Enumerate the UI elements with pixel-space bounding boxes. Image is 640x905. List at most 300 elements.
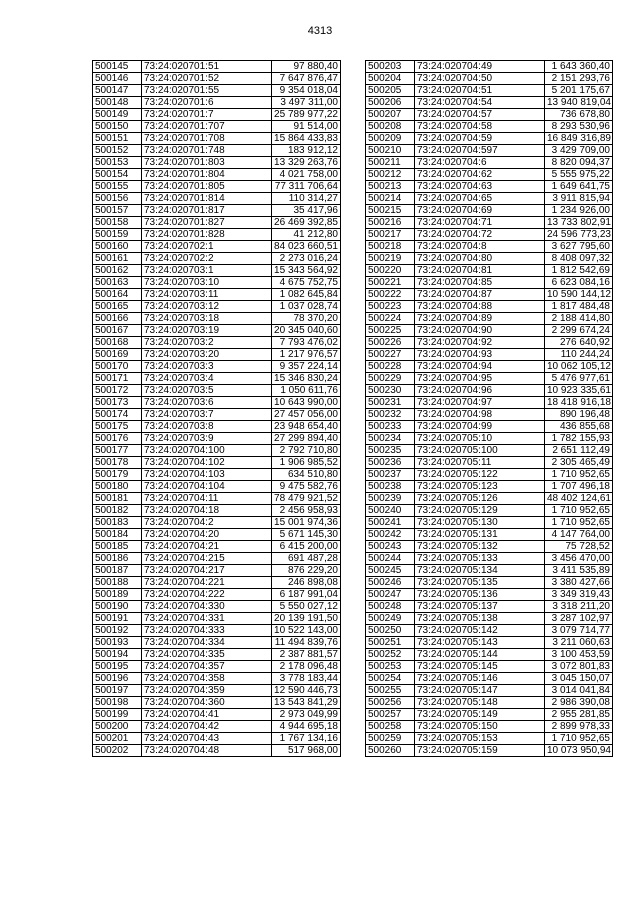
table-row xyxy=(93,193,341,205)
value-cell: 10 062 105,12 xyxy=(545,361,613,373)
row-id-cell: 500258 xyxy=(366,721,415,733)
cadastral-number-cell: 73:24:020704:41 xyxy=(142,709,272,721)
row-id-cell: 500210 xyxy=(366,145,415,157)
cadastral-number-cell: 73:24:020703:6 xyxy=(142,397,272,409)
row-id-cell: 500245 xyxy=(366,565,415,577)
table-row xyxy=(366,157,613,169)
row-id-cell: 500215 xyxy=(366,205,415,217)
row-id-cell: 500219 xyxy=(366,253,415,265)
table-row xyxy=(93,649,341,661)
row-id-cell: 500184 xyxy=(93,529,142,541)
row-id-cell: 500239 xyxy=(366,493,415,505)
table-row xyxy=(93,265,341,277)
row-id-cell: 500217 xyxy=(366,229,415,241)
table-row xyxy=(366,529,613,541)
table-row xyxy=(93,109,341,121)
row-id-cell: 500153 xyxy=(93,157,142,169)
cadastral-number-cell: 73:24:020705:130 xyxy=(415,517,545,529)
table-row xyxy=(93,601,341,613)
row-id-cell: 500211 xyxy=(366,157,415,169)
value-cell: 78 370,20 xyxy=(272,313,341,325)
table-row xyxy=(366,577,613,589)
value-cell: 3 911 815,94 xyxy=(545,193,613,205)
cadastral-number-cell: 73:24:020705:142 xyxy=(415,625,545,637)
table-row xyxy=(93,337,341,349)
row-id-cell: 500190 xyxy=(93,601,142,613)
cadastral-number-cell: 73:24:020705:144 xyxy=(415,649,545,661)
table-row xyxy=(93,229,341,241)
row-id-cell: 500158 xyxy=(93,217,142,229)
value-cell: 2 986 390,08 xyxy=(545,697,613,709)
row-id-cell: 500148 xyxy=(93,97,142,109)
table-row xyxy=(93,241,341,253)
value-cell: 24 596 773,23 xyxy=(545,229,613,241)
table-row xyxy=(366,493,613,505)
table-row xyxy=(93,505,341,517)
row-id-cell: 500201 xyxy=(93,733,142,745)
value-cell: 23 948 654,40 xyxy=(272,421,341,433)
cadastral-number-cell: 73:24:020704:11 xyxy=(142,493,272,505)
cadastral-number-cell: 73:24:020704:97 xyxy=(415,397,545,409)
value-cell: 7 793 476,02 xyxy=(272,337,341,349)
cadastral-number-cell: 73:24:020704:21 xyxy=(142,541,272,553)
value-cell: 3 072 801,83 xyxy=(545,661,613,673)
value-cell: 10 590 144,12 xyxy=(545,289,613,301)
table-row xyxy=(93,553,341,565)
row-id-cell: 500206 xyxy=(366,97,415,109)
value-cell: 41 212,80 xyxy=(272,229,341,241)
cadastral-number-cell: 73:24:020704:95 xyxy=(415,373,545,385)
row-id-cell: 500223 xyxy=(366,301,415,313)
row-id-cell: 500200 xyxy=(93,721,142,733)
table-row xyxy=(93,349,341,361)
row-id-cell: 500207 xyxy=(366,109,415,121)
cadastral-number-cell: 73:24:020704:87 xyxy=(415,289,545,301)
table-row xyxy=(93,673,341,685)
value-cell: 2 188 414,80 xyxy=(545,313,613,325)
cadastral-number-cell: 73:24:020704:49 xyxy=(415,61,545,73)
row-id-cell: 500248 xyxy=(366,601,415,613)
table-row xyxy=(366,733,613,745)
row-id-cell: 500222 xyxy=(366,289,415,301)
table-row xyxy=(366,541,613,553)
value-cell: 91 514,00 xyxy=(272,121,341,133)
table-row xyxy=(366,169,613,181)
row-id-cell: 500212 xyxy=(366,169,415,181)
cadastral-number-cell: 73:24:020704:330 xyxy=(142,601,272,613)
cadastral-number-cell: 73:24:020705:159 xyxy=(415,745,545,757)
row-id-cell: 500231 xyxy=(366,397,415,409)
cadastral-number-cell: 73:24:020704:89 xyxy=(415,313,545,325)
row-id-cell: 500166 xyxy=(93,313,142,325)
table-row xyxy=(93,565,341,577)
row-id-cell: 500249 xyxy=(366,613,415,625)
value-cell: 97 880,40 xyxy=(272,61,341,73)
value-cell: 2 387 881,57 xyxy=(272,649,341,661)
value-cell: 4 021 758,00 xyxy=(272,169,341,181)
right-table-body xyxy=(366,61,613,757)
table-row xyxy=(93,397,341,409)
row-id-cell: 500186 xyxy=(93,553,142,565)
cadastral-number-cell: 73:24:020704:54 xyxy=(415,97,545,109)
table-row xyxy=(93,277,341,289)
value-cell: 9 357 224,14 xyxy=(272,361,341,373)
row-id-cell: 500183 xyxy=(93,517,142,529)
value-cell: 1 710 952,65 xyxy=(545,517,613,529)
row-id-cell: 500195 xyxy=(93,661,142,673)
row-id-cell: 500199 xyxy=(93,709,142,721)
cadastral-number-cell: 73:24:020705:153 xyxy=(415,733,545,745)
row-id-cell: 500173 xyxy=(93,397,142,409)
table-row xyxy=(93,289,341,301)
cadastral-number-cell: 73:24:020704:335 xyxy=(142,649,272,661)
table-row xyxy=(366,301,613,313)
table-row xyxy=(93,433,341,445)
table-row xyxy=(366,661,613,673)
row-id-cell: 500255 xyxy=(366,685,415,697)
table-row xyxy=(93,133,341,145)
cadastral-number-cell: 73:24:020705:147 xyxy=(415,685,545,697)
row-id-cell: 500237 xyxy=(366,469,415,481)
row-id-cell: 500196 xyxy=(93,673,142,685)
value-cell: 20 345 040,60 xyxy=(272,325,341,337)
cadastral-number-cell: 73:24:020705:146 xyxy=(415,673,545,685)
table-row xyxy=(366,421,613,433)
value-cell: 1 710 952,65 xyxy=(545,733,613,745)
cadastral-number-cell: 73:24:020704:80 xyxy=(415,253,545,265)
value-cell: 2 792 710,80 xyxy=(272,445,341,457)
value-cell: 27 299 894,40 xyxy=(272,433,341,445)
value-cell: 8 820 094,37 xyxy=(545,157,613,169)
cadastral-number-cell: 73:24:020704:334 xyxy=(142,637,272,649)
row-id-cell: 500259 xyxy=(366,733,415,745)
cadastral-number-cell: 73:24:020703:3 xyxy=(142,361,272,373)
row-id-cell: 500228 xyxy=(366,361,415,373)
table-row xyxy=(366,313,613,325)
table-row xyxy=(366,685,613,697)
table-row xyxy=(366,289,613,301)
table-row xyxy=(93,541,341,553)
cadastral-number-cell: 73:24:020701:7 xyxy=(142,109,272,121)
value-cell: 2 151 293,76 xyxy=(545,73,613,85)
cadastral-number-cell: 73:24:020705:148 xyxy=(415,697,545,709)
table-row xyxy=(93,745,341,757)
table-row xyxy=(93,685,341,697)
value-cell: 3 100 453,59 xyxy=(545,649,613,661)
value-cell: 276 640,92 xyxy=(545,337,613,349)
table-row xyxy=(366,457,613,469)
row-id-cell: 500152 xyxy=(93,145,142,157)
row-id-cell: 500145 xyxy=(93,61,142,73)
row-id-cell: 500157 xyxy=(93,205,142,217)
table-row xyxy=(366,205,613,217)
cadastral-number-cell: 73:24:020705:145 xyxy=(415,661,545,673)
row-id-cell: 500187 xyxy=(93,565,142,577)
table-row xyxy=(366,553,613,565)
value-cell: 2 299 674,24 xyxy=(545,325,613,337)
value-cell: 6 415 200,00 xyxy=(272,541,341,553)
cadastral-number-cell: 73:24:020704:103 xyxy=(142,469,272,481)
value-cell: 20 139 191,50 xyxy=(272,613,341,625)
row-id-cell: 500175 xyxy=(93,421,142,433)
row-id-cell: 500182 xyxy=(93,505,142,517)
row-id-cell: 500194 xyxy=(93,649,142,661)
row-id-cell: 500170 xyxy=(93,361,142,373)
cadastral-number-cell: 73:24:020704:43 xyxy=(142,733,272,745)
value-cell: 15 343 564,92 xyxy=(272,265,341,277)
cadastral-number-cell: 73:24:020701:804 xyxy=(142,169,272,181)
value-cell: 246 898,08 xyxy=(272,577,341,589)
cadastral-number-cell: 73:24:020702:2 xyxy=(142,253,272,265)
row-id-cell: 500188 xyxy=(93,577,142,589)
value-cell: 736 678,80 xyxy=(545,109,613,121)
table-row xyxy=(366,145,613,157)
cadastral-number-cell: 73:24:020704:92 xyxy=(415,337,545,349)
table-row xyxy=(366,745,613,757)
table-row xyxy=(366,253,613,265)
table-row xyxy=(366,97,613,109)
left-register-table xyxy=(92,60,341,757)
cadastral-number-cell: 73:24:020704:90 xyxy=(415,325,545,337)
row-id-cell: 500180 xyxy=(93,481,142,493)
cadastral-number-cell: 73:24:020701:814 xyxy=(142,193,272,205)
row-id-cell: 500257 xyxy=(366,709,415,721)
table-row xyxy=(366,649,613,661)
value-cell: 3 287 102,97 xyxy=(545,613,613,625)
value-cell: 1 649 641,75 xyxy=(545,181,613,193)
table-row xyxy=(93,469,341,481)
value-cell: 15 864 433,83 xyxy=(272,133,341,145)
value-cell: 10 643 990,00 xyxy=(272,397,341,409)
value-cell: 1 812 542,69 xyxy=(545,265,613,277)
table-row xyxy=(366,589,613,601)
table-row xyxy=(93,733,341,745)
table-row xyxy=(366,637,613,649)
table-row xyxy=(366,709,613,721)
cadastral-number-cell: 73:24:020705:134 xyxy=(415,565,545,577)
cadastral-number-cell: 73:24:020705:137 xyxy=(415,601,545,613)
row-id-cell: 500256 xyxy=(366,697,415,709)
row-id-cell: 500193 xyxy=(93,637,142,649)
value-cell: 517 968,00 xyxy=(272,745,341,757)
row-id-cell: 500202 xyxy=(93,745,142,757)
row-id-cell: 500243 xyxy=(366,541,415,553)
table-row xyxy=(366,61,613,73)
value-cell: 3 778 183,44 xyxy=(272,673,341,685)
cadastral-number-cell: 73:24:020704:59 xyxy=(415,133,545,145)
cadastral-number-cell: 73:24:020704:72 xyxy=(415,229,545,241)
value-cell: 75 728,52 xyxy=(545,541,613,553)
value-cell: 13 940 819,04 xyxy=(545,97,613,109)
value-cell: 2 973 049,99 xyxy=(272,709,341,721)
cadastral-number-cell: 73:24:020704:102 xyxy=(142,457,272,469)
table-row xyxy=(93,421,341,433)
table-row xyxy=(93,589,341,601)
value-cell: 3 045 150,07 xyxy=(545,673,613,685)
row-id-cell: 500252 xyxy=(366,649,415,661)
row-id-cell: 500238 xyxy=(366,481,415,493)
row-id-cell: 500226 xyxy=(366,337,415,349)
row-id-cell: 500160 xyxy=(93,241,142,253)
table-row xyxy=(93,181,341,193)
row-id-cell: 500174 xyxy=(93,409,142,421)
table-row xyxy=(366,601,613,613)
row-id-cell: 500224 xyxy=(366,313,415,325)
cadastral-number-cell: 73:24:020705:136 xyxy=(415,589,545,601)
cadastral-number-cell: 73:24:020704:222 xyxy=(142,589,272,601)
cadastral-number-cell: 73:24:020704:88 xyxy=(415,301,545,313)
row-id-cell: 500163 xyxy=(93,277,142,289)
cadastral-number-cell: 73:24:020705:150 xyxy=(415,721,545,733)
cadastral-number-cell: 73:24:020704:50 xyxy=(415,73,545,85)
cadastral-number-cell: 73:24:020701:828 xyxy=(142,229,272,241)
cadastral-number-cell: 73:24:020704:51 xyxy=(415,85,545,97)
value-cell: 110 314,27 xyxy=(272,193,341,205)
table-row xyxy=(366,673,613,685)
value-cell: 13 733 802,91 xyxy=(545,217,613,229)
cadastral-number-cell: 73:24:020703:5 xyxy=(142,385,272,397)
value-cell: 15 001 974,36 xyxy=(272,517,341,529)
table-row xyxy=(93,457,341,469)
value-cell: 3 014 041,84 xyxy=(545,685,613,697)
table-row xyxy=(93,97,341,109)
value-cell: 1 710 952,65 xyxy=(545,469,613,481)
value-cell: 10 522 143,00 xyxy=(272,625,341,637)
table-row xyxy=(93,613,341,625)
value-cell: 1 050 611,76 xyxy=(272,385,341,397)
cadastral-number-cell: 73:24:020705:122 xyxy=(415,469,545,481)
row-id-cell: 500191 xyxy=(93,613,142,625)
table-row xyxy=(366,469,613,481)
row-id-cell: 500240 xyxy=(366,505,415,517)
table-row xyxy=(366,133,613,145)
row-id-cell: 500147 xyxy=(93,85,142,97)
cadastral-number-cell: 73:24:020704:57 xyxy=(415,109,545,121)
table-row xyxy=(366,409,613,421)
cadastral-number-cell: 73:24:020705:10 xyxy=(415,433,545,445)
row-id-cell: 500192 xyxy=(93,625,142,637)
cadastral-number-cell: 73:24:020704:221 xyxy=(142,577,272,589)
value-cell: 691 487,28 xyxy=(272,553,341,565)
value-cell: 3 411 535,89 xyxy=(545,565,613,577)
cadastral-number-cell: 73:24:020705:132 xyxy=(415,541,545,553)
cadastral-number-cell: 73:24:020701:52 xyxy=(142,73,272,85)
row-id-cell: 500155 xyxy=(93,181,142,193)
value-cell: 1 817 484,48 xyxy=(545,301,613,313)
table-row xyxy=(366,277,613,289)
table-row xyxy=(93,217,341,229)
value-cell: 1 710 952,65 xyxy=(545,505,613,517)
table-row xyxy=(366,505,613,517)
cadastral-number-cell: 73:24:020703:20 xyxy=(142,349,272,361)
row-id-cell: 500156 xyxy=(93,193,142,205)
row-id-cell: 500151 xyxy=(93,133,142,145)
table-row xyxy=(366,565,613,577)
cadastral-number-cell: 73:24:020705:135 xyxy=(415,577,545,589)
cadastral-number-cell: 73:24:020705:143 xyxy=(415,637,545,649)
row-id-cell: 500204 xyxy=(366,73,415,85)
row-id-cell: 500167 xyxy=(93,325,142,337)
cadastral-number-cell: 73:24:020701:51 xyxy=(142,61,272,73)
row-id-cell: 500154 xyxy=(93,169,142,181)
table-row xyxy=(366,349,613,361)
value-cell: 5 555 975,22 xyxy=(545,169,613,181)
table-row xyxy=(93,493,341,505)
row-id-cell: 500177 xyxy=(93,445,142,457)
table-row xyxy=(366,181,613,193)
table-row xyxy=(366,73,613,85)
value-cell: 876 229,20 xyxy=(272,565,341,577)
table-row xyxy=(93,637,341,649)
table-row xyxy=(93,61,341,73)
row-id-cell: 500161 xyxy=(93,253,142,265)
value-cell: 3 627 795,60 xyxy=(545,241,613,253)
cadastral-number-cell: 73:24:020705:138 xyxy=(415,613,545,625)
table-row xyxy=(366,337,613,349)
cadastral-number-cell: 73:24:020705:133 xyxy=(415,553,545,565)
value-cell: 1 707 496,18 xyxy=(545,481,613,493)
row-id-cell: 500209 xyxy=(366,133,415,145)
table-row xyxy=(366,433,613,445)
row-id-cell: 500176 xyxy=(93,433,142,445)
value-cell: 12 590 446,73 xyxy=(272,685,341,697)
row-id-cell: 500189 xyxy=(93,589,142,601)
value-cell: 1 906 985,52 xyxy=(272,457,341,469)
row-id-cell: 500244 xyxy=(366,553,415,565)
row-id-cell: 500164 xyxy=(93,289,142,301)
cadastral-number-cell: 73:24:020703:11 xyxy=(142,289,272,301)
value-cell: 35 417,96 xyxy=(272,205,341,217)
cadastral-number-cell: 73:24:020703:18 xyxy=(142,313,272,325)
row-id-cell: 500235 xyxy=(366,445,415,457)
value-cell: 10 073 950,94 xyxy=(545,745,613,757)
value-cell: 4 147 764,00 xyxy=(545,529,613,541)
cadastral-number-cell: 73:24:020703:4 xyxy=(142,373,272,385)
table-row xyxy=(366,481,613,493)
table-row xyxy=(93,313,341,325)
value-cell: 3 497 311,00 xyxy=(272,97,341,109)
row-id-cell: 500165 xyxy=(93,301,142,313)
value-cell: 11 494 839,76 xyxy=(272,637,341,649)
cadastral-number-cell: 73:24:020704:104 xyxy=(142,481,272,493)
row-id-cell: 500250 xyxy=(366,625,415,637)
cadastral-number-cell: 73:24:020704:58 xyxy=(415,121,545,133)
value-cell: 5 201 175,67 xyxy=(545,85,613,97)
cadastral-number-cell: 73:24:020704:63 xyxy=(415,181,545,193)
value-cell: 1 767 134,16 xyxy=(272,733,341,745)
cadastral-number-cell: 73:24:020704:99 xyxy=(415,421,545,433)
table-row xyxy=(93,709,341,721)
table-row xyxy=(93,373,341,385)
row-id-cell: 500179 xyxy=(93,469,142,481)
cadastral-number-cell: 73:24:020704:217 xyxy=(142,565,272,577)
row-id-cell: 500216 xyxy=(366,217,415,229)
cadastral-number-cell: 73:24:020703:7 xyxy=(142,409,272,421)
cadastral-number-cell: 73:24:020701:748 xyxy=(142,145,272,157)
row-id-cell: 500208 xyxy=(366,121,415,133)
table-row xyxy=(93,625,341,637)
value-cell: 48 402 124,61 xyxy=(545,493,613,505)
value-cell: 2 178 096,48 xyxy=(272,661,341,673)
table-row xyxy=(93,157,341,169)
cadastral-number-cell: 73:24:020705:149 xyxy=(415,709,545,721)
cadastral-number-cell: 73:24:020703:1 xyxy=(142,265,272,277)
cadastral-number-cell: 73:24:020704:85 xyxy=(415,277,545,289)
cadastral-number-cell: 73:24:020705:11 xyxy=(415,457,545,469)
value-cell: 3 079 714,77 xyxy=(545,625,613,637)
table-row xyxy=(366,265,613,277)
row-id-cell: 500169 xyxy=(93,349,142,361)
